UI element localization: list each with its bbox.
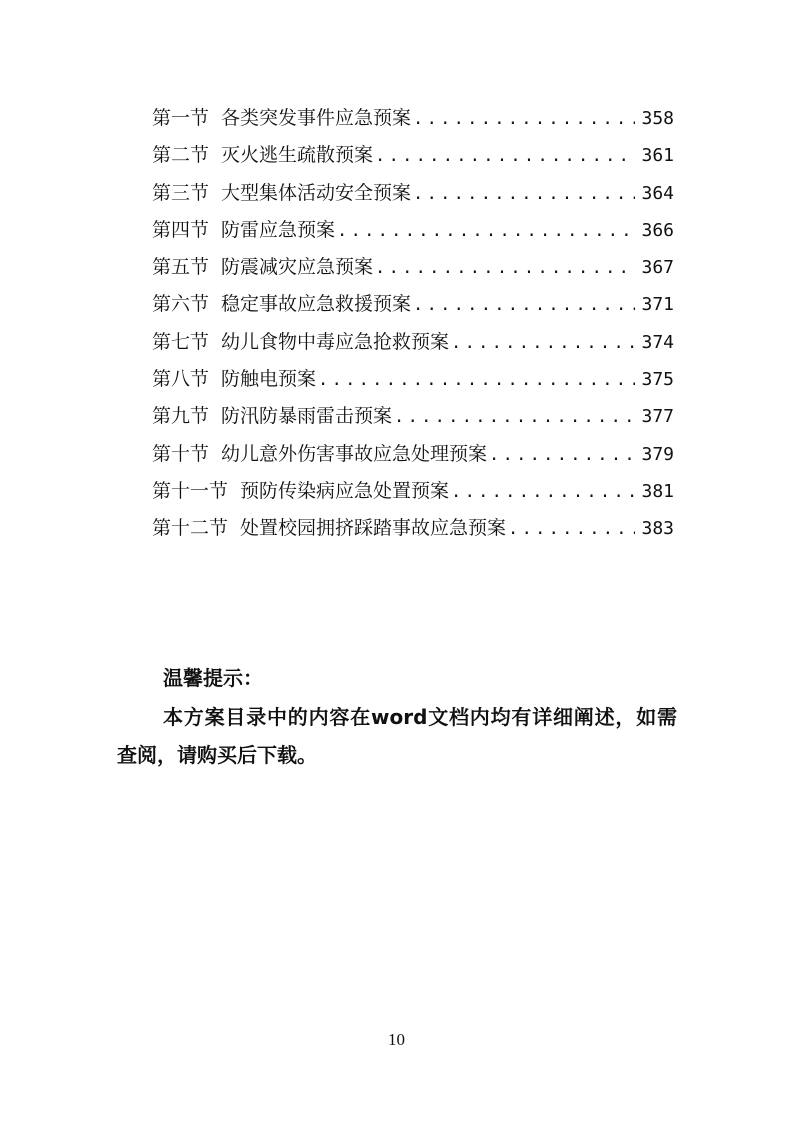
toc-page-number: 383 — [641, 518, 674, 540]
toc-title: 幼儿意外伤害事故应急处理预案 — [221, 442, 488, 465]
tip-block — [117, 660, 677, 774]
toc-page-number: 377 — [641, 406, 674, 428]
toc-title: 预防传染病应急处置预案 — [240, 479, 450, 502]
toc-page-number: 358 — [641, 108, 674, 129]
toc-title: 处置校园拥挤踩踏事故应急预案 — [240, 517, 507, 540]
tip-body: 本方案目录中的内容在word文档内均有详细阐述，如需查阅，请购买后下载。 — [117, 705, 677, 767]
toc-entry[interactable] — [152, 398, 674, 435]
toc-section-number: 第一节 — [152, 107, 210, 129]
toc-title: 大型集体活动安全预案 — [221, 181, 412, 204]
toc-entry[interactable] — [152, 510, 674, 547]
page-number: 10 — [388, 1030, 405, 1049]
table-of-contents — [152, 100, 674, 548]
toc-page-number: 367 — [641, 257, 674, 279]
toc-title: 防触电预案 — [221, 368, 317, 391]
toc-title: 各类突发事件应急预案 — [221, 107, 412, 129]
toc-section-number: 第七节 — [152, 330, 210, 353]
toc-leader-dots — [451, 474, 635, 511]
toc-leader-dots — [413, 176, 635, 213]
tip-heading: 温馨提示： — [163, 666, 263, 690]
toc-entry[interactable] — [152, 436, 674, 473]
toc-section-number: 第三节 — [152, 181, 210, 204]
toc-section-number: 第八节 — [152, 368, 210, 391]
toc-section-number: 第四节 — [152, 218, 210, 241]
toc-leader-dots — [318, 362, 635, 399]
toc-page-number: 364 — [641, 182, 674, 204]
toc-section-number: 第六节 — [152, 293, 210, 316]
toc-page-number: 379 — [641, 443, 674, 465]
toc-page-number: 375 — [641, 369, 674, 391]
toc-section-number: 第五节 — [152, 256, 210, 279]
toc-entry[interactable] — [152, 137, 674, 174]
toc-section-number: 第十节 — [152, 442, 210, 465]
toc-leader-dots — [489, 437, 635, 474]
toc-leader-dots — [337, 213, 635, 250]
toc-title: 防汛防暴雨雷击预案 — [221, 405, 393, 428]
toc-entry[interactable] — [152, 473, 674, 510]
toc-title: 防雷应急预案 — [221, 218, 336, 241]
toc-leader-dots — [375, 250, 635, 287]
toc-title: 灭火逃生疏散预案 — [221, 144, 374, 167]
toc-leader-dots — [508, 511, 635, 548]
toc-page-number: 371 — [641, 294, 674, 316]
toc-section-number: 第九节 — [152, 405, 210, 428]
toc-leader-dots — [413, 287, 635, 324]
toc-leader-dots — [413, 101, 635, 138]
toc-entry[interactable] — [152, 286, 674, 323]
toc-entry[interactable] — [152, 100, 674, 137]
toc-title: 幼儿食物中毒应急抢救预案 — [221, 330, 450, 353]
toc-entry[interactable] — [152, 175, 674, 212]
toc-entry[interactable] — [152, 361, 674, 398]
toc-leader-dots — [451, 325, 635, 362]
toc-entry[interactable] — [152, 212, 674, 249]
toc-leader-dots — [375, 138, 635, 175]
toc-entry[interactable] — [152, 249, 674, 286]
toc-page-number: 374 — [641, 331, 674, 353]
toc-page-number: 361 — [641, 145, 674, 167]
toc-section-number: 第十二节 — [152, 517, 229, 540]
toc-entry[interactable] — [152, 324, 674, 361]
toc-title: 防震减灾应急预案 — [221, 256, 374, 279]
toc-section-number: 第二节 — [152, 144, 210, 167]
toc-leader-dots — [394, 399, 635, 436]
toc-section-number: 第十一节 — [152, 479, 229, 502]
toc-title: 稳定事故应急救援预案 — [221, 293, 412, 316]
toc-page-number: 366 — [641, 219, 674, 241]
toc-page-number: 381 — [641, 480, 674, 502]
